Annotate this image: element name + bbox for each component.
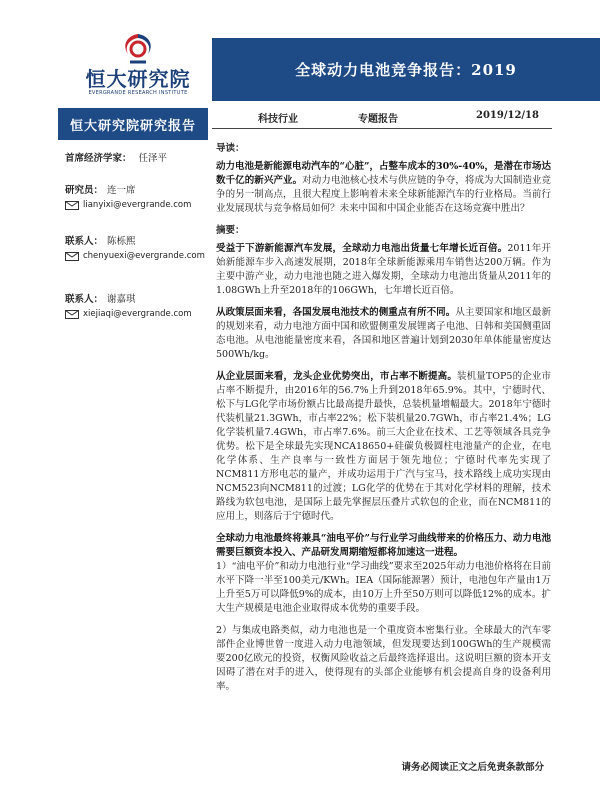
researcher-block [65,184,205,212]
mail-icon [65,252,79,261]
chief-label: 首席经济学家： [65,153,132,164]
meta-date: 2019/12/18 [476,110,539,121]
researcher-label: 研究员： [65,185,104,196]
researcher-email[interactable]: lianyixi@evergrande.com [83,200,192,210]
meta-report-type: 专题报告 [358,114,398,125]
report-body [216,142,551,702]
meta-divider [212,128,552,129]
contact2-name: 谢嘉琪 [107,294,136,305]
intro-paragraph [216,160,551,216]
meta-industry: 科技行业 [258,114,298,125]
intro-bold: 动力电池是新能源电动汽车的“心脏”，占整车成本的30%-40%，是潜在市场达数千亿的新兴产业。 [216,161,551,186]
p1-bold: 受益于下游新能源汽车发展，全球动力电池出货量七年增长近百倍。 [216,243,508,254]
summary-paragraph-4 [216,532,551,560]
p3-bold: 从企业层面来看，龙头企业优势突出，市占率不断提高。 [216,371,457,382]
contact1-email-row[interactable] [65,250,205,263]
researcher-email-row[interactable] [65,199,205,212]
summary-paragraph-6: 2）与集成电路类似，动力电池也是一个重度资本密集行业。全球最大的汽车零部件企业博世曾一度进入动力电池领域，但发现要达到100GWh的生产规模需要200亿欧元的投资，权衡风险收益之后最终选择退出。这说明巨额的资本开支因碍了潜在对手的进入，使得现有的头部企业能够有机会提高自身的设备利用率。 [216,625,551,692]
intro-heading: 导读： [216,143,245,154]
footer-disclaimer: 请务必阅读正文之后免责条款部分 [401,762,544,773]
chief-economist [65,152,205,165]
mail-icon [65,201,79,210]
contact1-block [65,235,205,263]
p1-text: 2011年开始新能源车步入高速发展期，2018年全球新能源乘用车销售达200万辆。作为主要中游产业，动力电池也随之进入爆发期，全球动力电池出货量从2011年的1.08GWh上升至2018年的106GWh，七年增长近百倍。 [216,243,551,296]
summary-heading: 摘要： [216,225,245,236]
contact1-email[interactable]: chenyuexi@evergrande.com [83,251,205,261]
p2-bold: 从政策层面来看，各国发展电池技术的侧重点有所不同。 [216,307,456,318]
intro-text: 对动力电池核心技术与供应链的争夺，将成为大国制造业竞争的另一制高点，且很大程度上影响着未来全球新能源汽车的行业格局。当前行业发展现状与竞争格局如何？未来中国和中国企业能否在这场竞赛中胜出？ [216,175,551,214]
researcher-name: 连一席 [107,185,136,196]
sidebar-title: 恒大研究院研究报告 [58,108,208,140]
p2-text: 从主要国家和地区最新的规划来看，动力电池方面中国和欧盟侧重发展锂离子电池、日韩和美国侧重固态电池。从电池能量密度来看，各国和地区普遍计划到2030年单体能量密度达500Wh/kg。 [216,307,551,360]
report-title-banner [212,38,600,101]
evergrande-logo [78,32,198,107]
contact2-label: 联系人： [65,294,104,305]
logo-emblem-icon [118,32,158,66]
p4-bold: 全球动力电池最终将兼具“油电平价”与行业学习曲线带来的价格压力、动力电池需要巨额资本投入、产品研发周期缩短都将加速这一进程。 [216,533,551,558]
mail-icon [65,310,79,319]
p3-text: 装机量TOP5的企业市占率不断提升，由2016年的56.7%上升到2018年65.9%。其中，宁德时代、松下与LG化学市场份额占比最高提升最快，总装机量增幅最大。2018年宁德时代装机量21.3GWh，市占率22%；松下装机量20.7GWh，市占率21.4%；LG化学装机量7.4GWh，市占率7.6%。前三大企业在技术、工艺等领域各具竞争优势。松下是全球最先实现NCA18650+硅碳负极圆柱电池量产的企业，在电化学体系、生产良率与一致性方面居于领先地位；宁德时代率先实现了NCM811方形电芯的量产，并成功运用于广汽与宝马，技术路线上成功实现由NCM523向NCM811的过渡；LG化学的优势在于其对化学材料的理解，技术路线为软包电池，是国际上最先掌握层压叠片式软包的企业，而在NCM811的应用上，则落后于宁德时代。 [216,371,551,522]
contact2-block [65,293,205,321]
contact2-email[interactable]: xiejiaqi@evergrande.com [83,309,192,319]
summary-paragraph-1 [216,242,551,298]
summary-paragraph-5: 1）“油电平价”和动力电池行业“学习曲线”要求至2025年动力电池价格将在目前水平下降一半至100美元/KWh。IEA（国际能源署）预计，电池包年产量由1万上升至5万可以降低9%的成本，由10万上升至50万则可以降低12%的成本。扩大生产规模是电池企业取得成本优势的重要手段。 [216,561,551,614]
summary-paragraph-2 [216,306,551,362]
summary-paragraph-3 [216,370,551,524]
logo-name: 恒大研究院 [85,67,191,91]
report-title: 全球动力电池竞争报告：2019 [295,61,517,79]
chief-name: 任泽平 [138,153,168,164]
contact1-label: 联系人： [65,236,104,247]
contact1-name: 陈栎熙 [107,236,136,247]
contact2-email-row[interactable] [65,308,205,321]
logo-subtitle: EVERGRANDE RESEARCH INSTITUTE [88,90,188,96]
